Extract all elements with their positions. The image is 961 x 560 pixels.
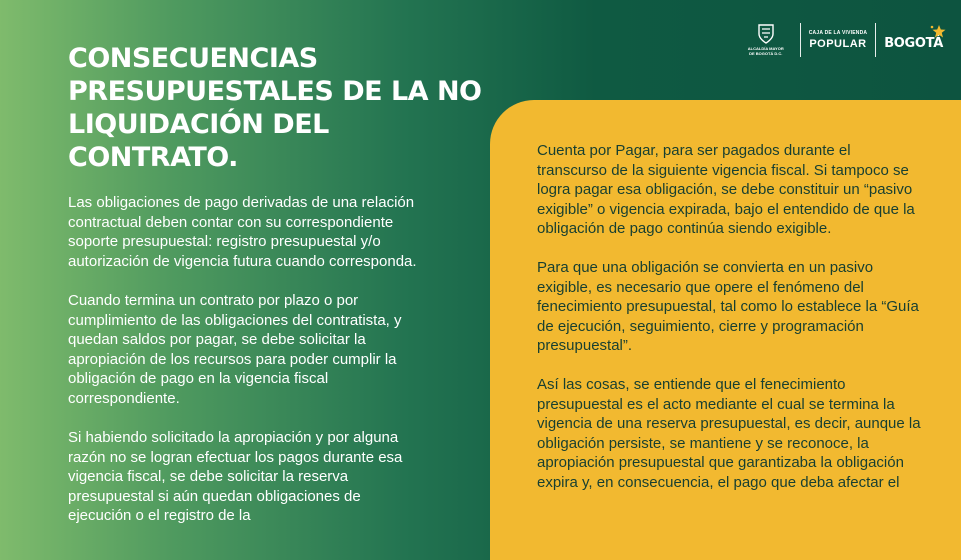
left-paragraph-1: Las obligaciones de pago derivadas de una relación contractual deben contar con su correspondiente soporte presupuestal: registro presupuestal y/o autorización de vigencia futura cuando corresponda. <box>68 194 417 270</box>
left-paragraph-3: Si habiendo solicitado la apropiación y por alguna razón no se logran efectuar los pagos durante esa vigencia fiscal, se debe solicitar la reserva presupuestal si aún quedan obligaciones de ejecución o el registro de la <box>68 429 403 524</box>
caja-vivienda-logo <box>809 30 867 50</box>
caja-big-text: POPULAR <box>809 38 867 50</box>
left-column <box>68 193 428 546</box>
page-title: CONSECUENCIAS PRESUPUESTALES DE LA NO LIQUIDACIÓN DEL CONTRATO. <box>68 43 482 173</box>
star-icon <box>929 24 947 40</box>
shield-icon <box>758 24 774 44</box>
right-paragraph-2: Para que una obligación se convierta en un pasivo exigible, es necesario que opere el fenómeno del fenecimiento presupuestal, tal como lo establece la “Guía de ejecución, seguimiento, cierre y programación presupuestal”. <box>537 259 919 354</box>
logo-divider <box>800 23 801 57</box>
right-paragraph-3: Así las cosas, se entiende que el fenecimiento presupuestal es el acto mediante el cual se termina la vigencia de una reserva presupuestal, es decir, aunque la obligación persiste, se mantiene y se reconoce, la apropiación presupuestal que garantizaba la obligación expira y, en consecuencia, el pago que deba afectar el <box>537 376 921 491</box>
bogota-logo <box>884 30 943 51</box>
alcaldia-text: ALCALDÍA MAYOR DE BOGOTÁ D.C. <box>747 46 784 56</box>
alcaldia-logo <box>740 24 792 56</box>
logo-bar <box>740 20 943 60</box>
caja-small-text: CAJA DE LA VIVIENDA <box>808 30 868 36</box>
left-paragraph-2: Cuando termina un contrato por plazo o por cumplimiento de las obligaciones del contratista, y quedan saldos por pagar, se debe solicitar la apropiación de los recursos para poder cumplir la obligación de pago en la vigencia fiscal correspondiente. <box>68 292 402 407</box>
right-column <box>537 141 922 512</box>
bogota-text: BOGOTÁ <box>884 35 943 51</box>
right-paragraph-1: Cuenta por Pagar, para ser pagados durante el transcurso de la siguiente vigencia fiscal. Si tampoco se logra pagar esa obligación, se debe constituir un “pasivo exigible” o vigencia expirada, bajo el entendido de que la obligación de pago continúa siendo exigible. <box>537 142 915 237</box>
logo-divider <box>875 23 876 57</box>
